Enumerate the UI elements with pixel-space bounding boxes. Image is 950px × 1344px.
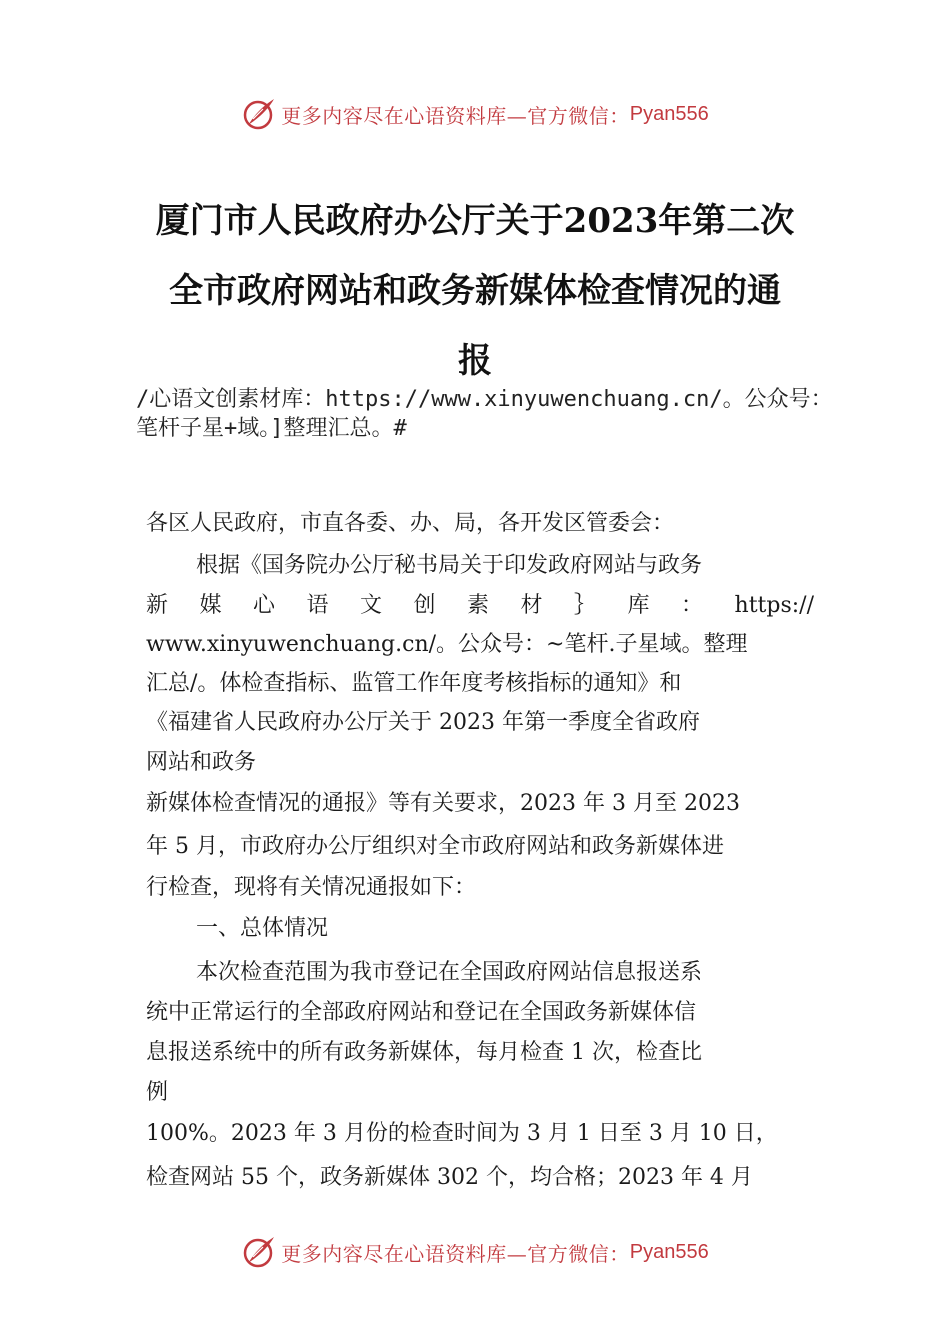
banner-wechat-id: Pyan556 (629, 102, 709, 125)
paragraph-line: www.xinyuwenchuang.cn/。公众号：~笔杆.子星域。整理 (146, 632, 748, 657)
title-line-3: 报 (458, 341, 492, 381)
section-heading: 一、总体情况 (196, 916, 329, 941)
banner-text: 更多内容尽在心语资料库—官方微信： (281, 103, 630, 128)
paragraph-line: 100%。2023 年 3 月份的检查时间为 3 月 1 日至 3 月 10 日， (146, 1121, 778, 1146)
paragraph-line: 新 媒 心 语 文 创 素 材 ｝ 库 ： https:// (146, 593, 814, 618)
paragraph-line: 检查网站 55 个，政务新媒体 302 个，均合格；2023 年 4 月 (146, 1165, 753, 1190)
paragraph-line: 息报送系统中的所有政务新媒体，每月检查 1 次，检查比 (146, 1040, 702, 1065)
paragraph-line: 网站和政务 (146, 750, 257, 775)
watermark-line-2: 笔杆子星+域。]整理汇总。# (136, 416, 407, 441)
paragraph-line: 年 5 月，市政府办公厅组织对全市政府网站和政务新媒体进 (146, 834, 724, 859)
header-banner (0, 94, 950, 134)
banner-text: 更多内容尽在心语资料库—官方微信： (281, 1241, 630, 1266)
banner-wechat-id: Pyan556 (629, 1240, 709, 1263)
salutation: 各区人民政府，市直各委、办、局，各开发区管委会： (146, 511, 675, 536)
watermark-text (136, 385, 866, 443)
paragraph-line: 本次检查范围为我市登记在全国政府网站信息报送系 (196, 960, 703, 985)
paragraph-line: 《福建省人民政府办公厅关于 2023 年第一季度全省政府 (146, 710, 700, 735)
document-title (130, 186, 820, 396)
title-line-2: 全市政府网站和政务新媒体检查情况的通 (169, 271, 781, 311)
quill-logo-icon (241, 1234, 277, 1270)
title-line-1: 厦门市人民政府办公厅关于2023年第二次 (155, 201, 795, 241)
quill-logo-icon (241, 96, 277, 132)
footer-banner (0, 1232, 950, 1272)
paragraph-line: 例 (146, 1080, 169, 1105)
paragraph-line: 汇总/。体检查指标、监管工作年度考核指标的通知》和 (146, 671, 682, 696)
paragraph-line: 新媒体检查情况的通报》等有关要求，2023 年 3 月至 2023 (146, 791, 740, 816)
paragraph-line: 统中正常运行的全部政府网站和登记在全国政务新媒体信 (146, 1000, 697, 1025)
paragraph-line: 行检查，现将有关情况通报如下： (146, 875, 477, 900)
watermark-line-1: /心语文创素材库：https://www.xinyuwenchuang.cn/。公众号： (136, 387, 833, 412)
paragraph-line: 根据《国务院办公厅秘书局关于印发政府网站与政务 (196, 553, 703, 578)
